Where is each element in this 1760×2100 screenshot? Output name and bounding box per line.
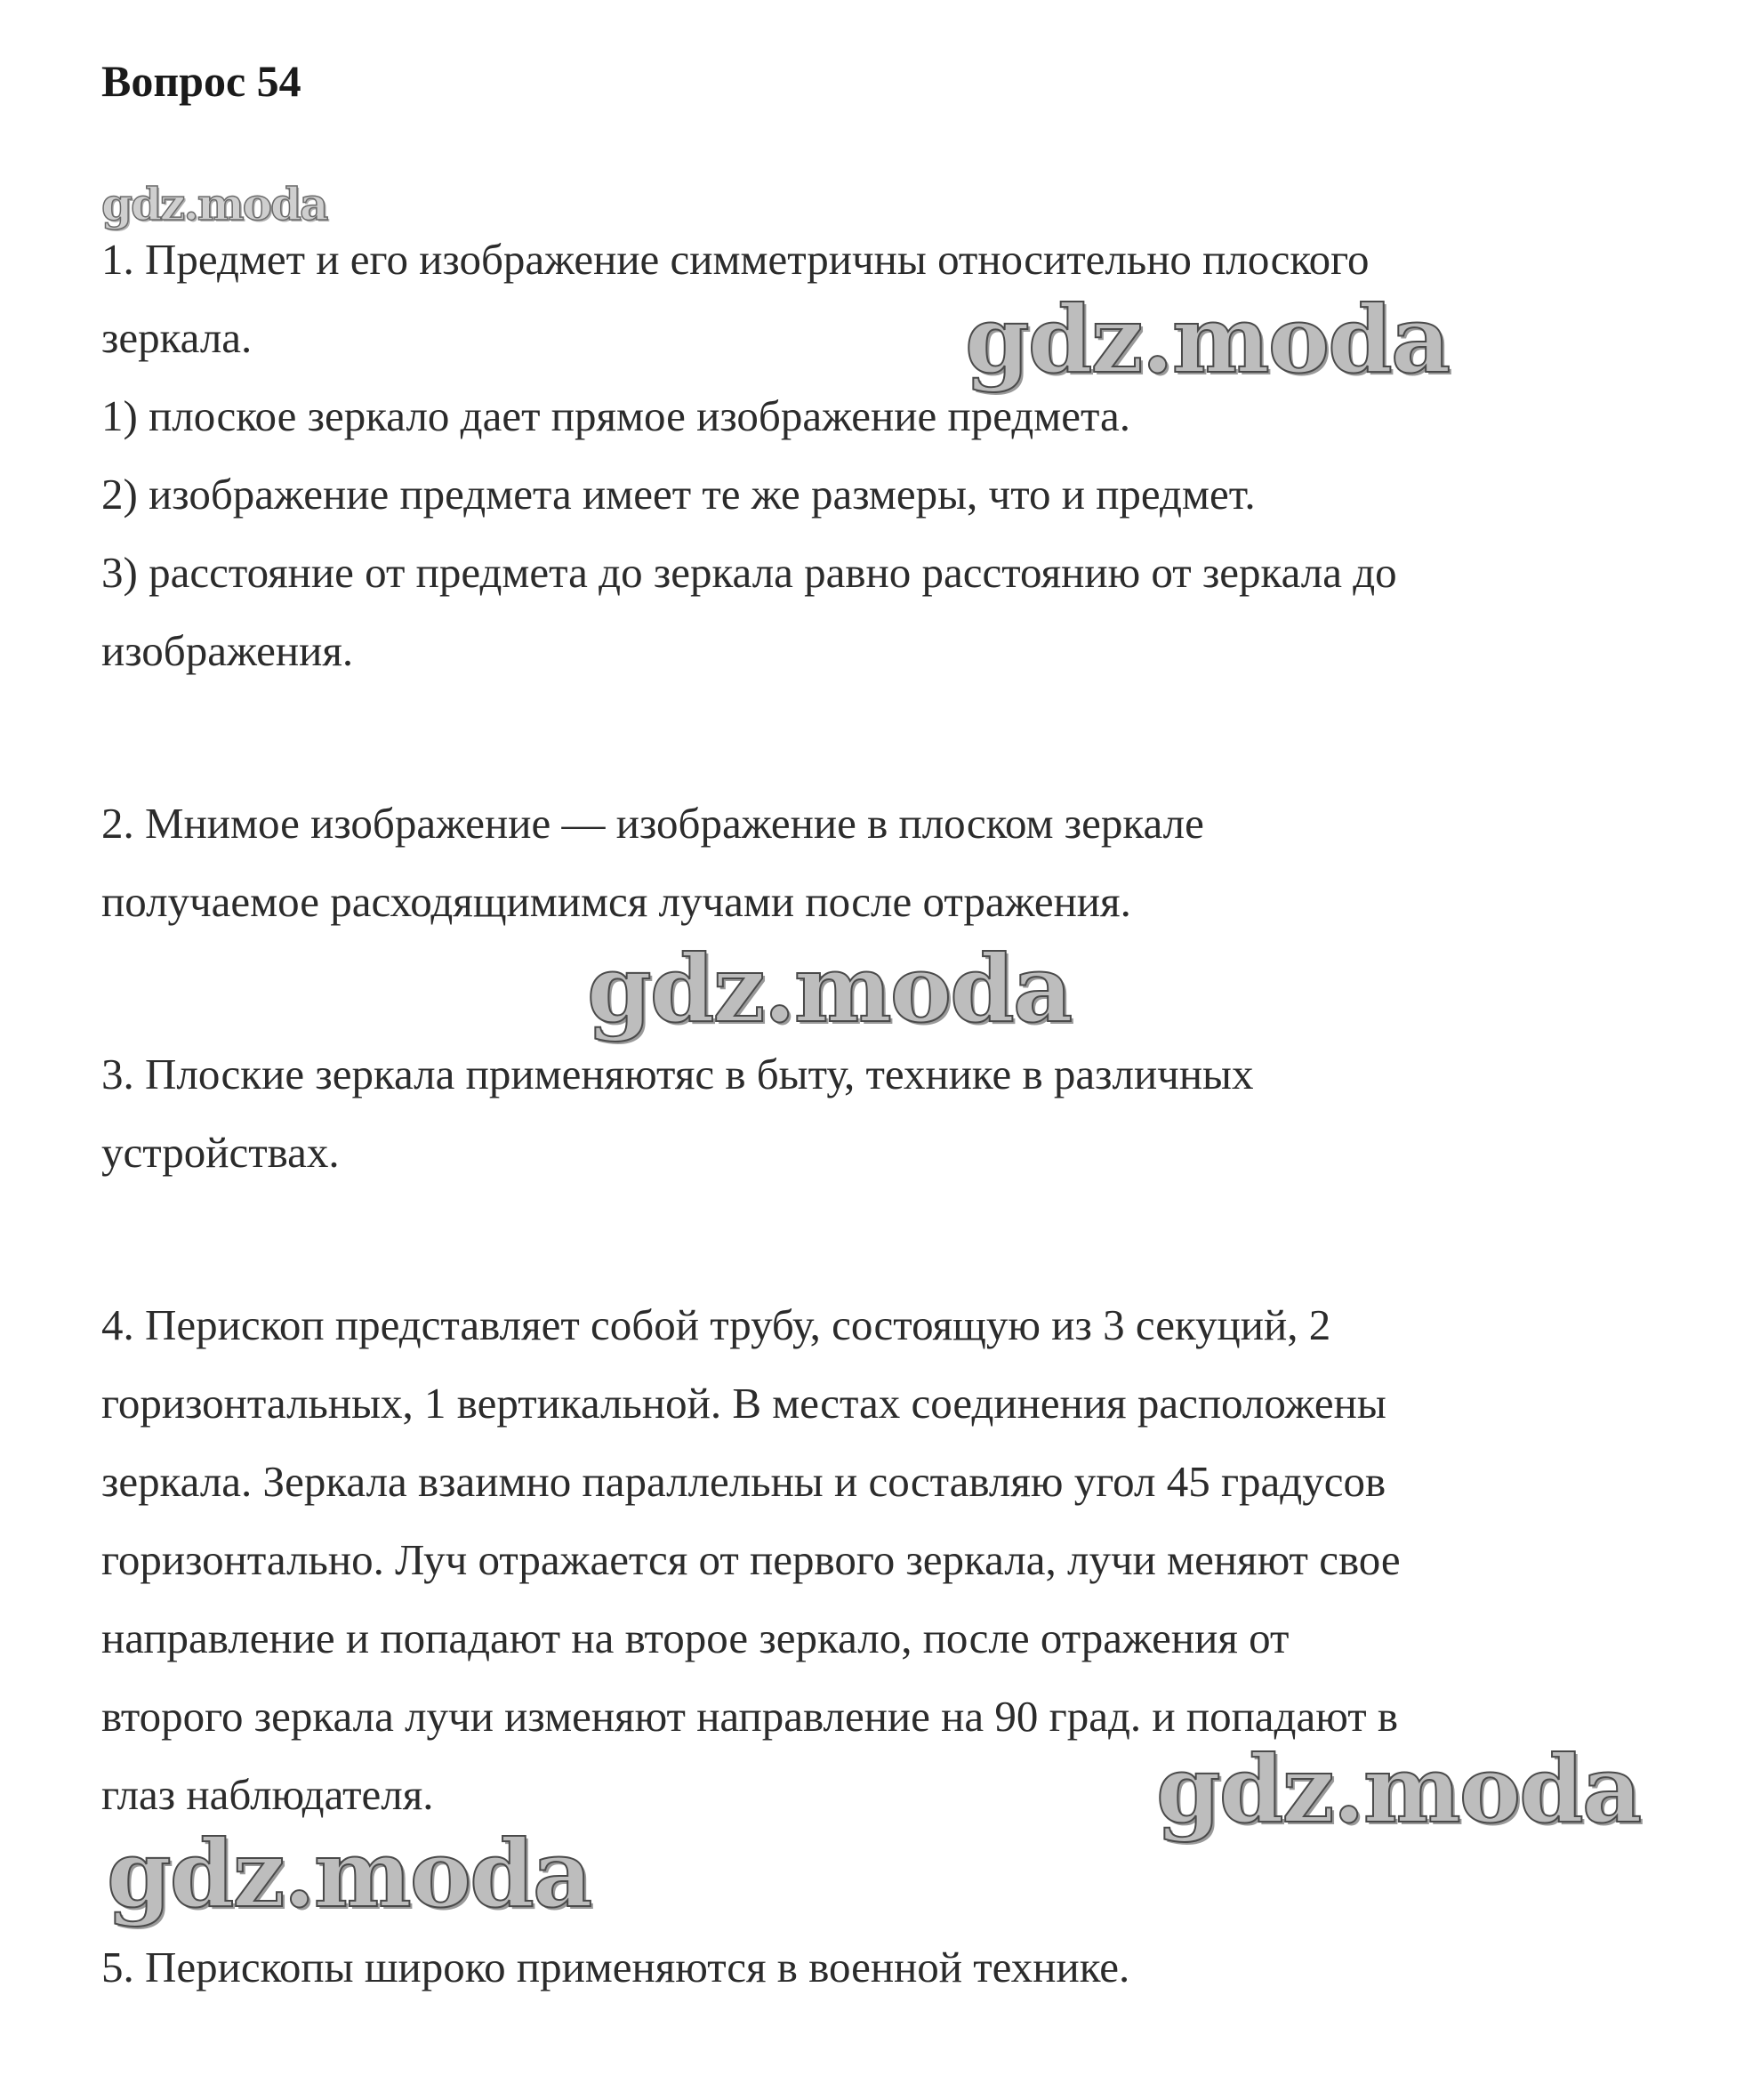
watermark-logo: gdz.moda [965, 285, 1450, 394]
answer-1-item-3: 3) расстояние от предмета до зеркала равно расстоянию от зеркала до [101, 548, 1397, 597]
answer-1-item-1: 1) плоское зеркало дает прямое изображение предмета. [101, 391, 1131, 440]
watermark-logo: gdz.moda [107, 1819, 591, 1928]
answer-1-line: 1. Предмет и его изображение симметричны относительно плоского [101, 235, 1370, 284]
answer-2-line: 2. Мнимое изображение — изображение в плоском зеркале [101, 799, 1204, 848]
answer-4-line: второго зеркала лучи изменяют направление на 90 град. и попадают в [101, 1692, 1398, 1741]
answer-4-line: направление и попадают на второе зеркало, после отражения от [101, 1613, 1290, 1662]
watermark-logo: gdz.moda [101, 178, 327, 230]
answer-1-line: зеркала. [101, 313, 253, 362]
answer-1-item-3: изображения. [101, 626, 354, 675]
answer-4-line: горизонтально. Луч отражается от первого зеркала, лучи меняют свое [101, 1535, 1401, 1584]
answer-4-line: зеркала. Зеркала взаимно параллельны и составляю угол 45 градусов [101, 1457, 1386, 1506]
answer-4-line: 4. Перископ представляет собой трубу, состоящую из 3 секуций, 2 [101, 1300, 1331, 1349]
watermark-logo: gdz.moda [1156, 1734, 1641, 1844]
answer-5-line: 5. Перископы широко применяются в военной технике. [101, 1943, 1130, 1991]
watermark-logo: gdz.moda [587, 934, 1072, 1043]
answer-3-line: 3. Плоские зеркала применяютяс в быту, технике в различных [101, 1050, 1254, 1098]
answer-4-line: горизонтальных, 1 вертикальной. В местах соединения расположены [101, 1379, 1386, 1428]
answer-4-line: глаз наблюдателя. [101, 1770, 434, 1819]
answer-1-item-2: 2) изображение предмета имеет те же размеры, что и предмет. [101, 470, 1256, 519]
question-heading: Вопрос 54 [101, 56, 301, 106]
answer-3-line: устройствах. [101, 1128, 340, 1177]
answer-2-line: получаемое расходящимимся лучами после отражения. [101, 877, 1131, 926]
